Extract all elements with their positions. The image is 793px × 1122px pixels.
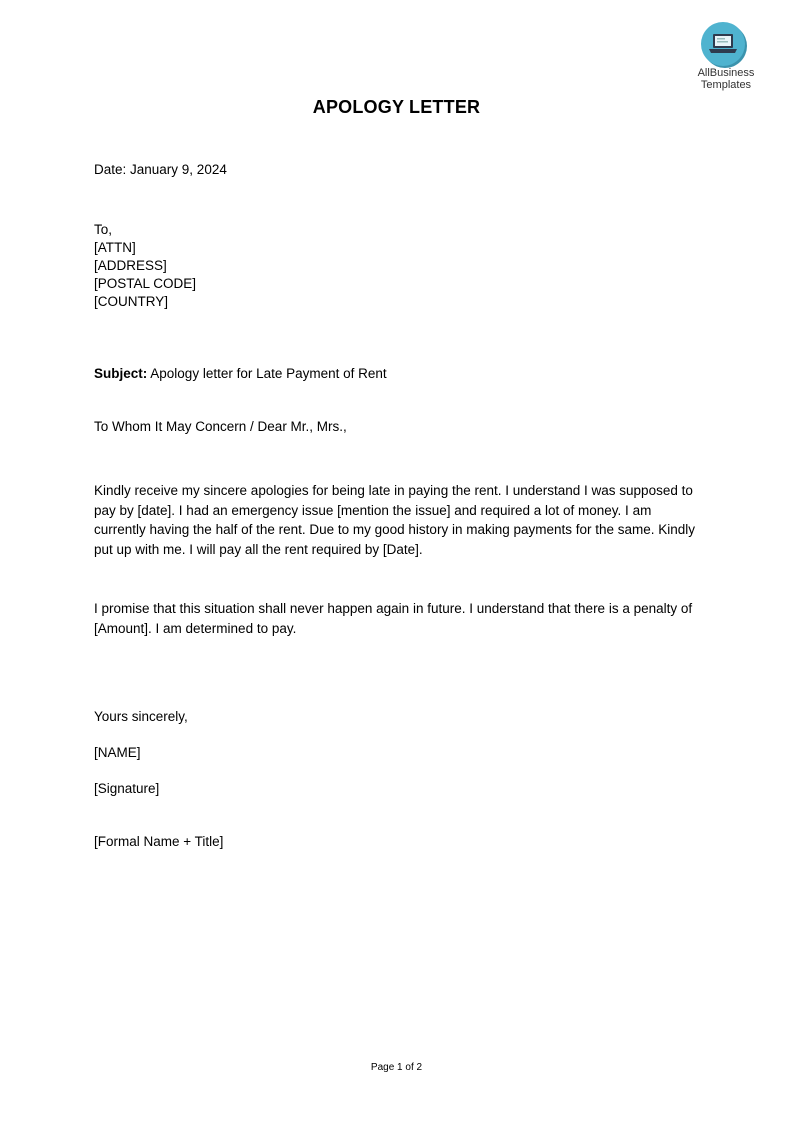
laptop-icon	[701, 22, 745, 66]
subject-label: Subject:	[94, 366, 148, 381]
body-paragraph: I promise that this situation shall never happen again in future. I understand that there is a penalty of [Amount]. I am determined to pay.	[94, 601, 693, 636]
logo-badge	[701, 22, 745, 66]
logo-text: AllBusiness Templates	[697, 67, 755, 91]
company-logo	[690, 22, 762, 94]
signature-placeholder: [Signature]	[94, 781, 160, 796]
recipient-to: To,	[94, 222, 113, 237]
subject-text: Apology letter for Late Payment of Rent	[150, 366, 387, 381]
formal-name-title: [Formal Name + Title]	[94, 834, 224, 849]
recipient-attn: [ATTN]	[94, 240, 136, 255]
body-paragraph: Kindly receive my sincere apologies for being late in paying the rent. I understand I was supposed to pay by [date]. I had an emergency issue [mention the issue] and required a lot of money. I am currently having the half of the rent. Due to my good history in making payments for the same. Kindly put up with me. I will pay all the rent required by [Date].	[94, 483, 696, 557]
page-number: Page 1 of 2	[370, 1062, 423, 1073]
recipient-address: [ADDRESS]	[94, 258, 167, 273]
sign-off: Yours sincerely,	[94, 709, 188, 724]
greeting: To Whom It May Concern / Dear Mr., Mrs.,	[94, 419, 347, 434]
sender-name: [NAME]	[94, 745, 141, 760]
date-line: Date: January 9, 2024	[94, 162, 227, 177]
recipient-postal-code: [POSTAL CODE]	[94, 276, 197, 291]
document-title: APOLOGY LETTER	[312, 97, 481, 117]
recipient-country: [COUNTRY]	[94, 294, 169, 309]
subject-line	[94, 365, 387, 383]
